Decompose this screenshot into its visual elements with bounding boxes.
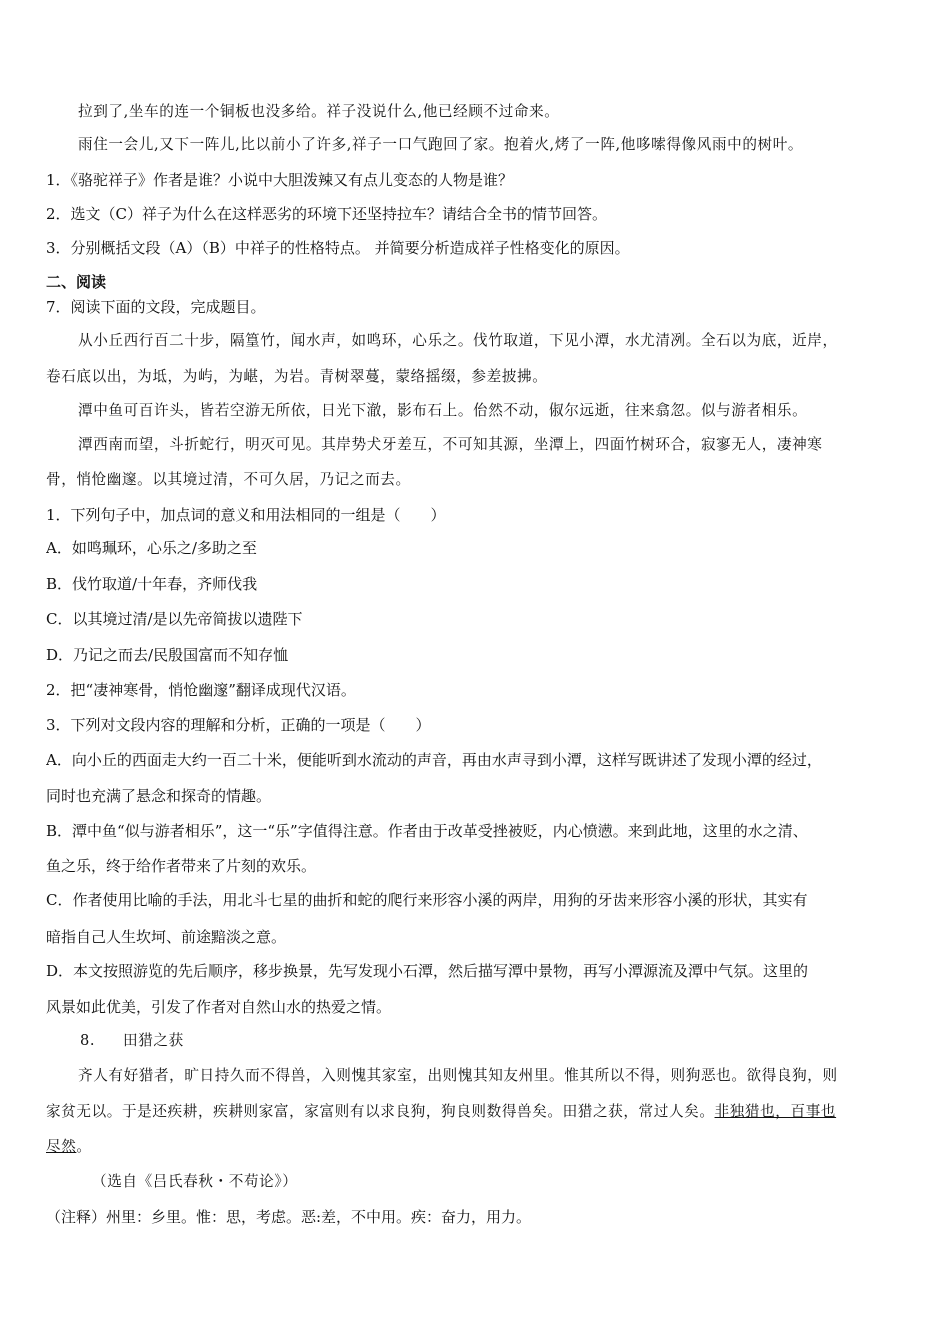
question-8-number: 8. [80, 1032, 96, 1049]
question-3: 3．分别概括文段（A）（B）中祥子的性格特点。 并简要分析造成祥子性格变化的原因。 [46, 239, 630, 257]
passage-line: 骨，悄怆幽邃。以其境过清，不可久居，乃记之而去。 [46, 471, 411, 488]
option-a: A．向小丘的西面走大约一百二十米，便能听到水流动的声音，再由水声寻到小潭，这样写既讲述了发现小潭的经过， [46, 751, 822, 769]
passage-line: 潭西南而望，斗折蛇行，明灭可见。其岸势犬牙差互，不可知其源，坐潭上，四面竹树环合，寂寥无人，凄神寒 [78, 436, 823, 453]
option-c-cont: 暗指自己人生坎坷、前途黯淡之意。 [46, 928, 287, 946]
option-a-cont: 同时也充满了悬念和探奇的情趣。 [46, 787, 272, 805]
text-line: 雨住一会儿,又下一阵儿,比以前小了许多,祥子一口气跑回了家。抱着火,烤了一阵,他哆嗦得像风雨中的树叶。 [78, 136, 804, 153]
sub-question-1: 1．下列句子中，加点词的意义和用法相同的一组是（ ） [46, 506, 446, 524]
question-2: 2．选文（C）祥子为什么在这样恶劣的环境下还坚持拉车？请结合全书的情节回答。 [46, 205, 608, 223]
passage-line: 齐人有好猎者，旷日持久而不得兽，入则愧其家室，出则愧其知友州里。惟其所以不得，则狗恶也。欲得良狗，则 [78, 1067, 838, 1084]
option-b: B．潭中鱼“似与游者相乐”，这一“乐”字值得注意。作者由于改革受挫被贬，内心愤懑。来到此地，这里的水之清、 [46, 822, 808, 840]
passage-text: 。 [76, 1138, 92, 1155]
sub-question-2: 2．把“凄神寒骨，悄怆幽邃”翻译成现代汉语。 [46, 681, 356, 699]
underlined-text: 非独猎也，百事也 [714, 1103, 837, 1120]
option-a: A．如鸣珮环，心乐之/多助之至 [46, 539, 257, 557]
text-line: 拉到了,坐车的连一个铜板也没多给。祥子没说什么,他已经顾不过命来。 [78, 103, 560, 120]
passage-line: 卷石底以出，为坻，为屿，为嵁，为岩。青树翠蔓，蒙络摇缀，参差披拂。 [46, 368, 548, 385]
section-heading: 二、阅读 [46, 273, 107, 291]
option-d-cont: 风景如此优美，引发了作者对自然山水的热爱之情。 [46, 998, 392, 1016]
passage-line: 从小丘西行百二十步，隔篁竹，闻水声，如鸣环，心乐之。伐竹取道，下见小潭，水尤清冽。全石以为底，近岸， [78, 332, 838, 349]
option-b-cont: 鱼之乐，终于给作者带来了片刻的欢乐。 [46, 857, 317, 875]
option-d: D．本文按照游览的先后顺序，移步换景，先写发现小石潭，然后描写潭中景物，再写小潭源流及潭中气氛。这里的 [46, 962, 809, 980]
option-c: C．作者使用比喻的手法，用北斗七星的曲折和蛇的爬行来形容小溪的两岸，用狗的牙齿来形容小溪的形状，其实有 [46, 891, 808, 909]
passage-line [46, 1137, 916, 1157]
option-b: B．伐竹取道/十年春，齐师伐我 [46, 575, 258, 593]
option-d: D．乃记之而去/民殷国富而不知存恤 [46, 646, 289, 664]
question-8-title: 田猎之获 [123, 1032, 184, 1049]
source-citation: （选自《吕氏春秋・不苟论》） [92, 1173, 298, 1190]
passage-line [46, 1102, 916, 1122]
option-c: C．以其境过清/是以先帝简拔以遗陛下 [46, 610, 303, 628]
passage-text: 家贫无以。于是还疾耕，疾耕则家富，家富则有以求良狗，狗良则数得兽矣。田猎之获，常过人矣。 [46, 1103, 715, 1120]
underlined-text: 尽然 [46, 1138, 77, 1155]
sub-question-3: 3．下列对文段内容的理解和分析，正确的一项是（ ） [46, 716, 431, 734]
passage-line: 潭中鱼可百许头，皆若空游无所依，日光下澈，影布石上。佁然不动，俶尔远逝，往来翕忽。似与游者相乐。 [78, 402, 808, 419]
question-1: 1．《骆驼祥子》作者是谁？小说中大胆泼辣又有点儿变态的人物是谁？ [46, 171, 514, 189]
question-7: 7．阅读下面的文段，完成题目。 [46, 298, 266, 316]
annotation: （注释）州里：乡里。惟：思，考虑。恶:差，不中用。疾：奋力，用力。 [46, 1208, 532, 1226]
